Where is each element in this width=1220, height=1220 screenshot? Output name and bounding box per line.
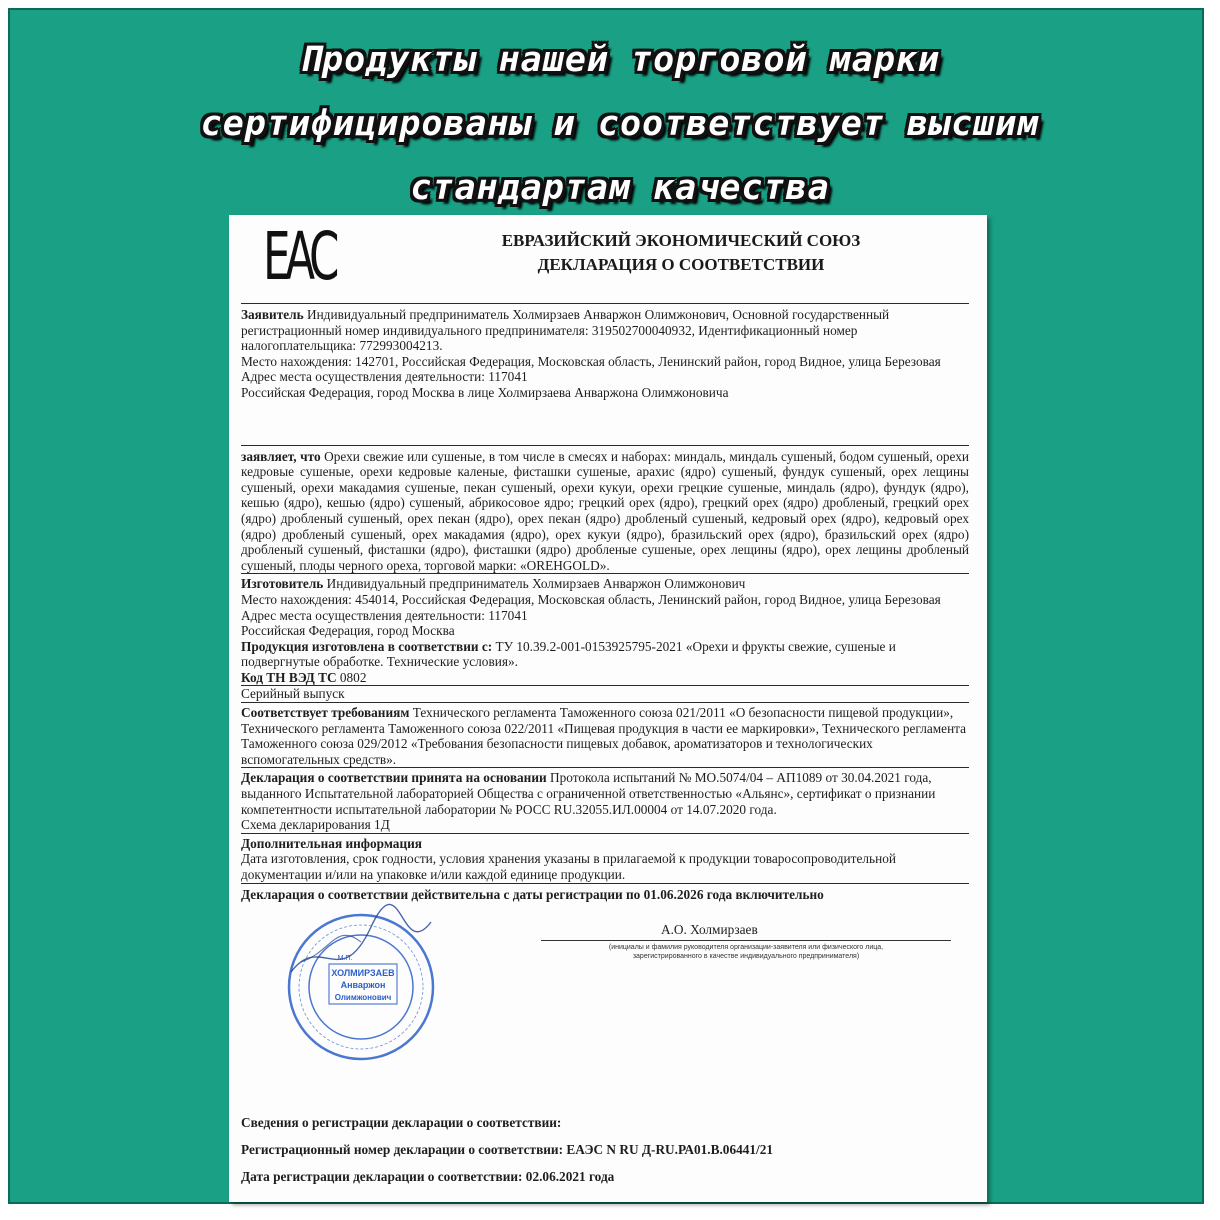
produced-text: ТУ 10.39.2-001-0153925795-2021 «Орехи и фрукты свежие, сушеные и подвергнутые обработке. Технические условия».	[241, 638, 896, 670]
signer-note-line-2: зарегистрированного в качестве индивидуального предпринимателя)	[632, 953, 860, 961]
signer-name: А.О. Холмирзаев	[661, 922, 758, 938]
complies-label: Соответствует требованиям	[241, 705, 410, 721]
signer-note	[541, 943, 951, 961]
divider	[241, 883, 969, 884]
registration-title: Сведения о регистрации декларации о соответствии:	[241, 1115, 562, 1130]
manufacturer-label: Изготовитель	[241, 576, 324, 592]
headline-line-1: Продукты нашей торговой марки	[299, 40, 941, 80]
serial-section	[241, 686, 969, 702]
divider	[241, 303, 969, 304]
headline-line-3: стандартам качества	[410, 168, 830, 208]
basis-section	[241, 770, 969, 832]
basis-text: Протокола испытаний № МО.5074/04 – АП1089 от 30.04.2021 года, выданного Испытательной лабораторией Общества с ограниченной ответственностью «Альянс», сертификат о признании компетентности испытательной лаборатории № РОСС RU.32055.ИЛ.00004 от 14.07.2020 года.	[241, 770, 936, 817]
divider	[241, 833, 969, 834]
stamp-line-2: Анваржон	[340, 980, 386, 991]
document-title	[411, 229, 951, 277]
document-header	[241, 215, 969, 303]
validity-section	[241, 887, 969, 903]
signature-row	[241, 902, 969, 1003]
divider	[241, 445, 969, 446]
divider	[241, 573, 969, 574]
applicant-location: Место нахождения: 142701, Российская Федерация, Московская область, Ленинский район, город Видное, улица Березовая Адрес места осуществления деятельности: 117041	[241, 353, 941, 385]
manufacturer-section	[241, 576, 969, 685]
divider	[241, 767, 969, 768]
applicant-label: Заявитель	[241, 307, 304, 322]
produced-label: Продукция изготовлена в соответствии с:	[241, 638, 493, 654]
applicant-text: Индивидуальный предприниматель Холмирзаев Анваржон Олимжонович, Основной государственный регистрационный номер индивидуального предпринимателя: 319502700040932, Идентификационный номер налогоплательщика: 772993004213.	[241, 307, 890, 354]
headline	[50, 28, 1190, 220]
declares-section	[241, 449, 969, 574]
manufacturer-text: Индивидуальный предприниматель Холмирзаев Анваржон Олимжонович	[323, 576, 746, 592]
serial-text: Серийный выпуск	[241, 686, 345, 702]
additional-section	[241, 836, 969, 883]
declares-label: заявляет, что	[241, 448, 321, 464]
tnved-label: Код ТН ВЭД ТС	[241, 669, 337, 685]
applicant-section	[241, 307, 969, 401]
stamp-mp: М.П.	[337, 955, 353, 963]
document-title-line-1: ЕВРАЗИЙСКИЙ ЭКОНОМИЧЕСКИЙ СОЮЗ	[501, 231, 861, 250]
manufacturer-location: Место нахождения: 454014, Российская Федерация, Московская область, Ленинский район, город Видное, улица Березовая Адрес места осуществления деятельности: 117041	[241, 591, 941, 623]
basis-label: Декларация о соответствии принята на основании	[241, 770, 547, 786]
signature-line	[541, 940, 951, 941]
additional-label: Дополнительная информация	[241, 835, 422, 851]
stamp-line-1: ХОЛМИРЗАЕВ	[331, 968, 395, 979]
eac-logo: EAC	[263, 218, 335, 295]
document-title-line-2: ДЕКЛАРАЦИЯ О СООТВЕТСТВИИ	[537, 255, 825, 274]
complies-text: Технического регламента Таможенного союза 021/2011 «О безопасности пищевой продукции», Технического регламента Таможенного союза 022/2011 «Пищевая продукция в части ее маркировки», Технического регламента Таможенного союза 029/2012 «Требования безопасности пищевых добавок, ароматизаторов и технологических вспомогательных средств».	[241, 705, 967, 767]
manufacturer-location-2: Российская Федерация, город Москва	[241, 623, 455, 639]
seal-stamp	[281, 902, 441, 1062]
tnved-code: 0802	[336, 669, 367, 685]
registration-info	[241, 1115, 961, 1196]
complies-section	[241, 705, 969, 767]
stamp-line-3: Олимжонович	[334, 993, 392, 1003]
declaration-document	[229, 215, 987, 1202]
signer-note-line-1: (инициалы и фамилия руководителя организации-заявителя или физического лица,	[608, 944, 884, 952]
declares-text: Орехи свежие или сушеные, в том числе в смесях и наборах: миндаль, миндаль сушеный, бодом сушеный, орехи кедровые сушеные, орехи кедровые каленые, фисташки сушеные, арахис (ядро) сушеный, фундук сушеный, орех лещины сушеный, орехи макадамия сушеные, пекан сушеный, орехи кукуи, орехи грецкие сушеные, миндаль (ядро), фундук (ядро), кешью (ядро), кешью (ядро) сушеный, абрикосовое ядро; грецкий орех (ядро), грецкий орех (ядро) дробленый, грецкий орех (ядро) дробленый сушеный, орех пекан (ядро), орех пекан (ядро) дробленый сушеный, кедровый орех (ядро), кедровый орех (ядро) дробленый сушеный, орех макадамия (ядро), орех кукуи (ядро), бразильский орех (ядро), бразильский орех (ядро) дробленый сушеный, фисташки (ядро), фисташки (ядро) дробленые сушеные, орех лещины (ядро), орех лещины дробленый сушеный, плоды черного ореха, торговой марки: «OREHGOLD».	[241, 448, 969, 573]
applicant-location-2: Российская Федерация, город Москва в лице Холмирзаева Анваржона Олимжоновича	[241, 384, 729, 400]
divider	[241, 702, 969, 703]
registration-number: Регистрационный номер декларации о соответствии: ЕАЭС N RU Д-RU.РА01.В.06441/21	[241, 1142, 774, 1157]
additional-text: Дата изготовления, срок годности, условия хранения указаны в прилагаемой к продукции товаросопроводительной документации и/или на упаковке и/или каждой единице продукции.	[241, 851, 896, 882]
headline-line-2: сертифицированы и соответствует высшим	[200, 104, 1040, 144]
scheme-text: Схема декларирования 1Д	[241, 817, 390, 833]
validity-text: Декларация о соответствии действительна с даты регистрации по 01.06.2026 года включительно	[241, 886, 824, 902]
registration-date: Дата регистрации декларации о соответствии: 02.06.2021 года	[241, 1169, 615, 1184]
